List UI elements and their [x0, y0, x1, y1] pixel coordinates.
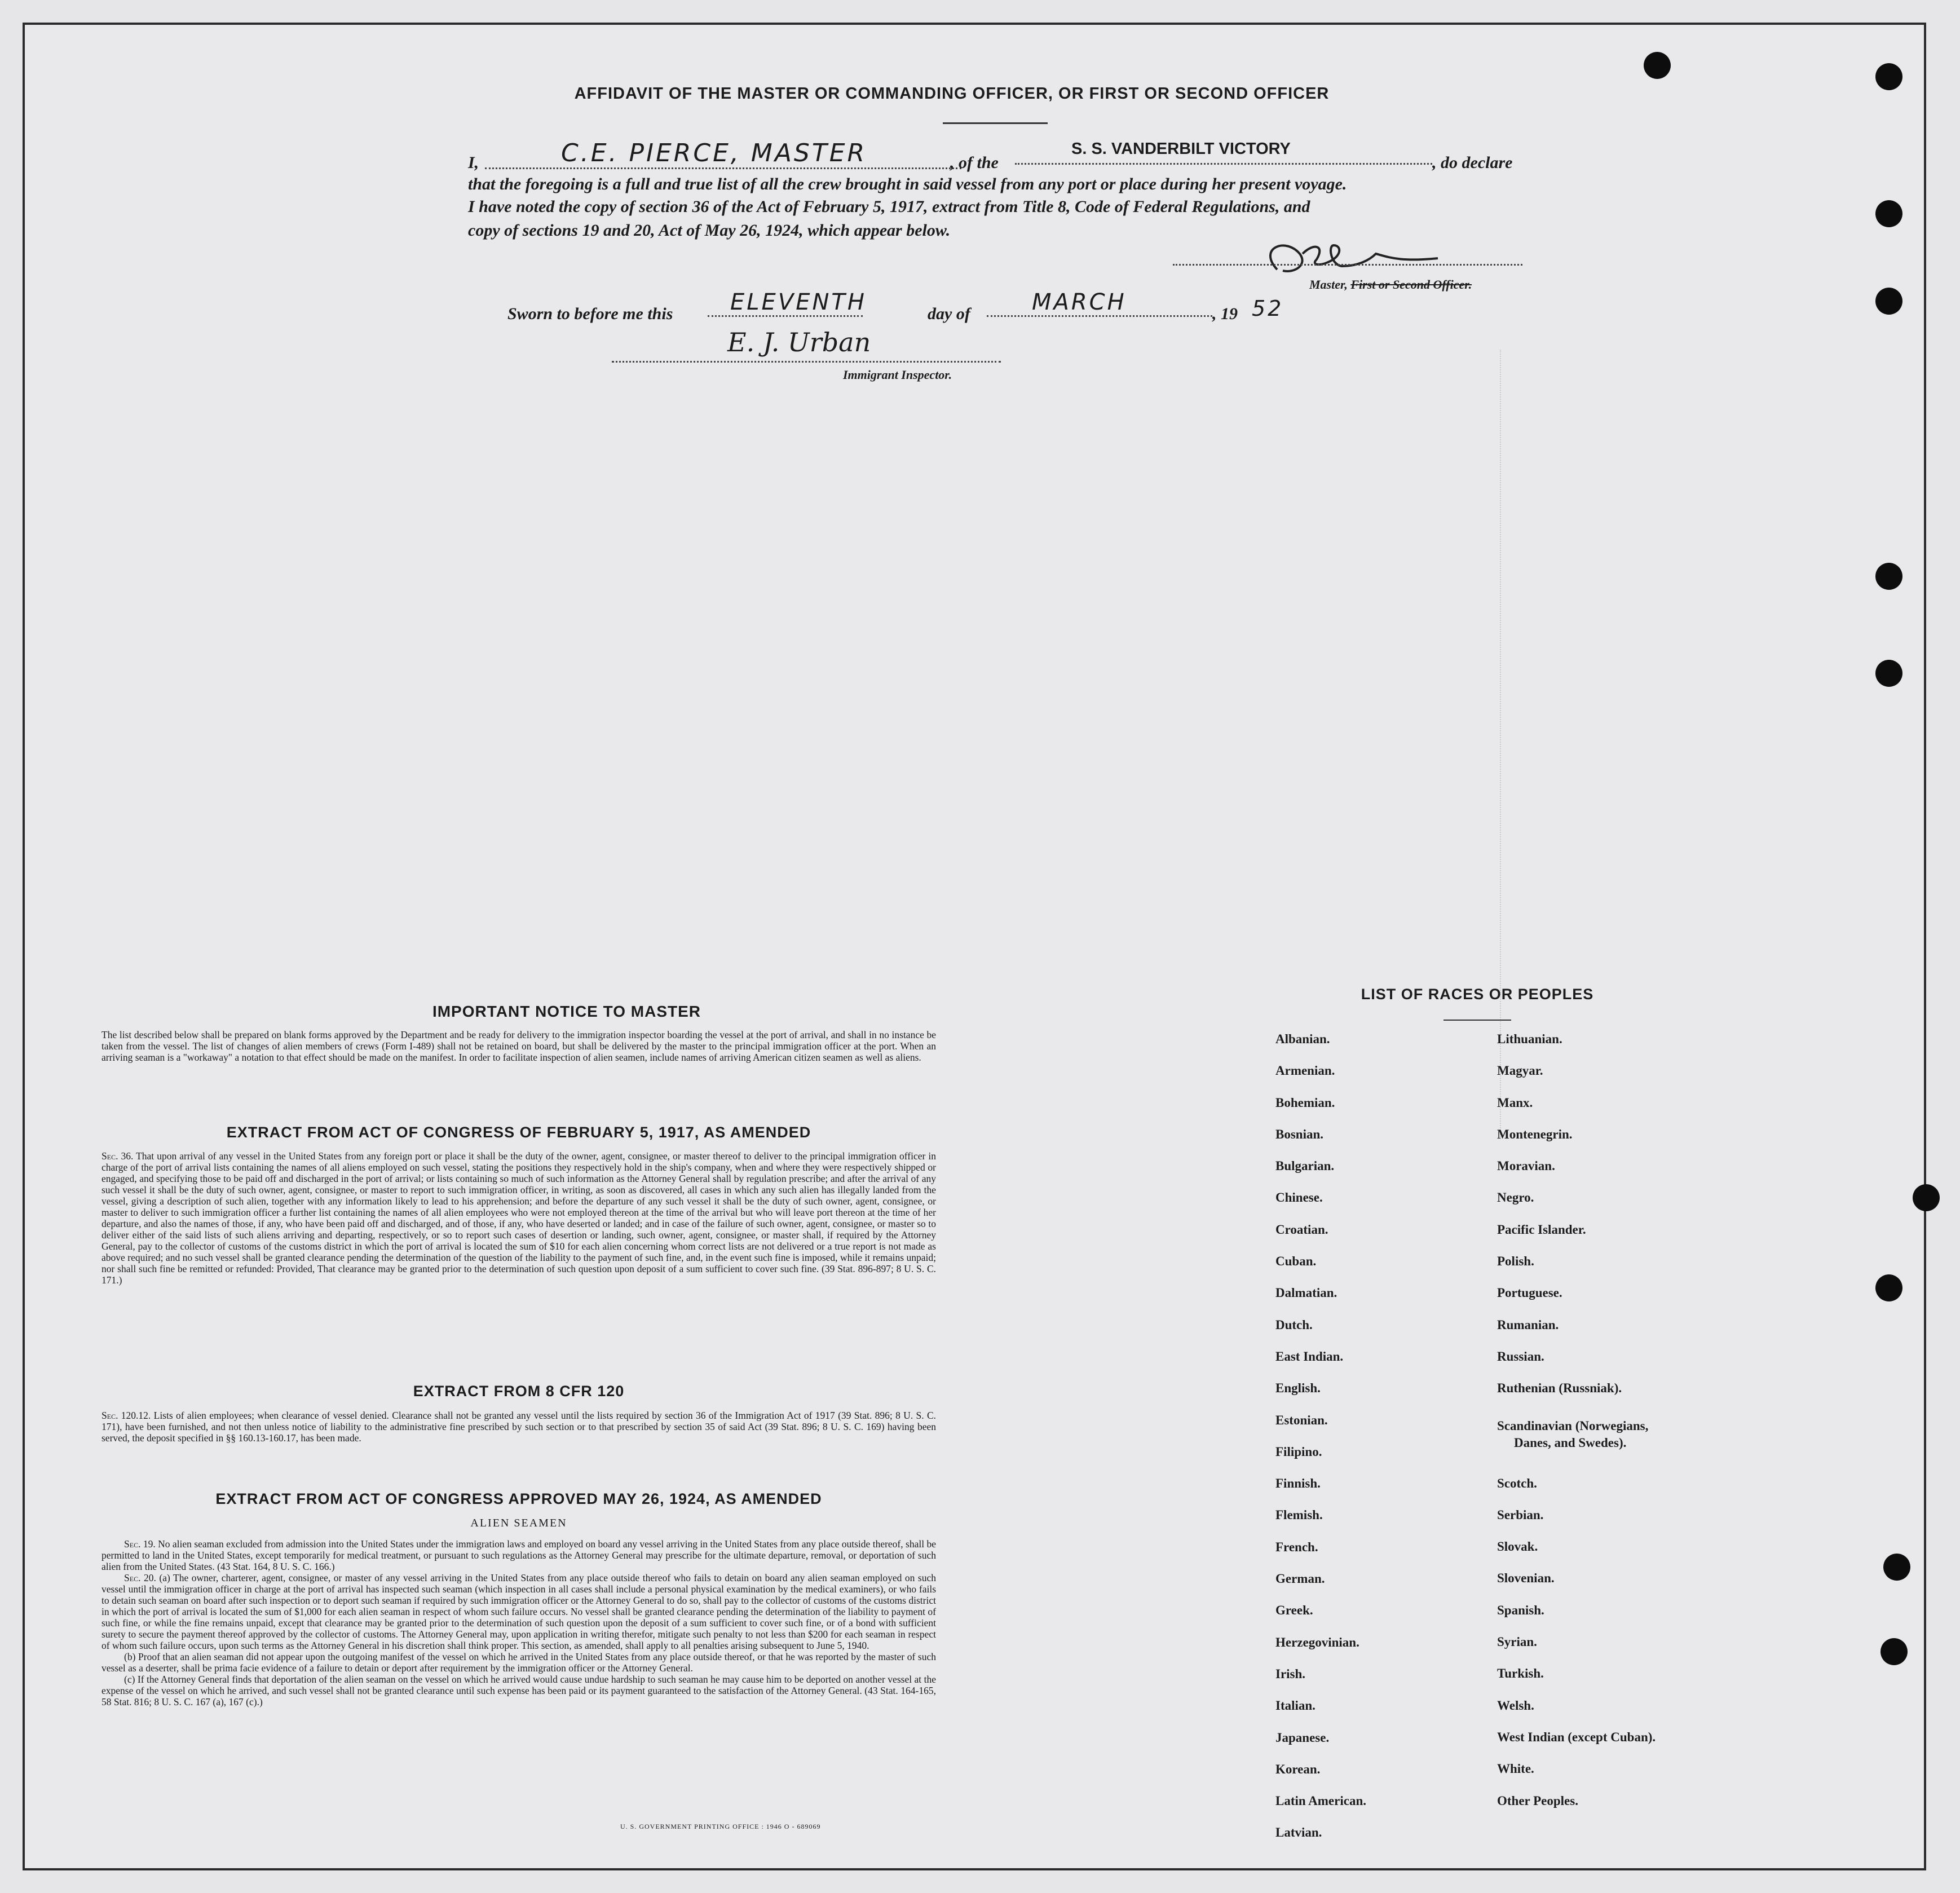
- gpo-footer: U. S. GOVERNMENT PRINTING OFFICE : 1946 O - 689069: [620, 1823, 821, 1830]
- race-item: Scotch.: [1497, 1476, 1537, 1490]
- races-column-1: [1275, 1032, 1366, 1857]
- extract-1917-body: [101, 1150, 936, 1286]
- race-item: Rumanian.: [1497, 1317, 1559, 1332]
- inspector-signature: E. J. Urban: [727, 327, 871, 358]
- sec-20c-paragraph: (c) If the Attorney General finds that deportation of the alien seaman on the vessel on which he arrived would cause undue hardship to such seaman he may cause him to be deported on another vessel at the expense of the vessel on which he arrived, and such vessel shall not be granted clearance until such expense has been paid or its payment guaranteed to the satisfaction of the Attorney General. (43 Stat. 164-165, 58 Stat. 816; 8 U. S. C. 167 (a), 167 (c).): [101, 1674, 936, 1707]
- master-name-field: C.E. PIERCE, MASTER: [485, 139, 961, 169]
- affidavit-line-3: I have noted the copy of section 36 of the Act of February 5, 1917, extract from Title 8, Code of Federal Regulations, and: [468, 197, 1310, 216]
- race-item: Bulgarian.: [1275, 1159, 1335, 1173]
- races-column-2: [1497, 1032, 1656, 1825]
- race-item: Irish.: [1275, 1666, 1306, 1681]
- race-item: Dutch.: [1275, 1317, 1313, 1332]
- sec-19-text: No alien seaman excluded from admission into the United States under the immigration laws and employed on board any vessel arriving in the United States from any place outside thereof, shall be permitted to land in the United States, except temporarily for medical treatment, or pursuant to such regulations as the Attorney General may prescribe for the ultimate departure, removal, or deportation of such alien from the United States. (43 Stat. 164, 8 U. S. C. 166.): [101, 1538, 936, 1572]
- affidavit-line-4: copy of sections 19 and 20, Act of May 26, 1924, which appear below.: [468, 221, 951, 240]
- extract-1924-body: [101, 1538, 936, 1707]
- race-item: Danes, and Swedes).: [1514, 1435, 1627, 1450]
- race-item: Chinese.: [1275, 1190, 1323, 1205]
- punch-hole-8: [1875, 1274, 1902, 1301]
- race-item: Estonian.: [1275, 1413, 1328, 1427]
- extract-1924-subtitle: ALIEN SEAMEN: [470, 1517, 567, 1529]
- race-item: Turkish.: [1497, 1666, 1544, 1681]
- inspector-signature-line: [612, 361, 1001, 363]
- struck-officer-label: First or Second Officer.: [1350, 277, 1472, 292]
- race-item: Serbian.: [1497, 1507, 1544, 1522]
- notice-title: IMPORTANT NOTICE TO MASTER: [432, 1003, 701, 1020]
- race-item: Slovak.: [1497, 1539, 1538, 1554]
- notice-body: The list described below shall be prepared on blank forms approved by the Department and be ready for delivery to the immigration inspector boarding the vessel at the port of arrival, and shall in no instance be taken from the vessel. The list of changes of alien members of crews (Form I-489) shall not be retained on board, but shall be delivered by the master to the principal immigration officer at the port. When an arriving seaman is a "workaway" a notation to that effect should be made on the manifest. In order to facilitate inspection of alien seamen, include names of arriving American citizen seamen as well as aliens.: [101, 1029, 936, 1063]
- race-item: Cuban.: [1275, 1254, 1317, 1269]
- sworn-line: [507, 289, 1297, 330]
- race-item: Croatian.: [1275, 1222, 1328, 1237]
- race-item: Scandinavian (Norwegians,: [1497, 1418, 1649, 1433]
- punch-hole-6: [1875, 660, 1902, 687]
- punch-hole-5: [1875, 563, 1902, 590]
- affidavit-title: AFFIDAVIT OF THE MASTER OR COMMANDING OFFICER, OR FIRST OR SECOND OFFICER: [574, 85, 1330, 103]
- extract-cfr-text: Lists of alien employees; when clearance of vessel denied. Clearance shall not be granted any vessel until the lists required by section 36 of the Immigration Act of 1917 (39 Stat. 896; 8 U. S. C. 171), have been furnished, and not then unless notice of liability to the administrative fine prescribed by such section or to that prescribed by section 35 of said Act (39 Stat. 896; 8 U. S. C. 169) having been served, the deposit specified in §§ 160.13-160.17, has been made.: [101, 1410, 937, 1444]
- sworn-label: Sworn to before me this: [507, 305, 673, 323]
- race-item: Manx.: [1497, 1095, 1533, 1110]
- extract-1924-title: EXTRACT FROM ACT OF CONGRESS APPROVED MAY 26, 1924, AS AMENDED: [215, 1490, 822, 1507]
- vessel-name-field: S. S. VANDERBILT VICTORY: [1015, 140, 1432, 165]
- sec-20a-paragraph: [101, 1572, 936, 1651]
- race-item: Armenian.: [1275, 1064, 1335, 1078]
- race-item: Greek.: [1275, 1603, 1313, 1618]
- affidavit-line-2: that the foregoing is a full and true list of all the crew brought in said vessel from any port or place during her present voyage.: [468, 175, 1347, 193]
- race-item: Negro.: [1497, 1190, 1534, 1205]
- punch-hole-3: [1875, 200, 1902, 227]
- race-item: Slovenian.: [1497, 1571, 1555, 1586]
- punch-hole-7: [1913, 1184, 1940, 1211]
- affidavit-line-1: [468, 139, 1528, 176]
- extract-1917-text: That upon arrival of any vessel in the United States from any foreign port or place it shall be the duty of the owner, agent, consignee, or master thereof to deliver to the principal immigration officer in charge of the port of arrival lists containing the names of all aliens employed on such vessel, stating the positions they respectively hold in the ship's company, when and where they were respectively shipped or engaged, and specifying those to be paid off and discharged in the port of arrival; or lists containing so much of such information as the Attorney General shall by regulation prescribe; and after the arrival of any such vessel it shall be the duty of such owner, agent, consignee, or master to report to such immigration officer, in writing, as soon as discovered, all cases in which any such alien has illegally landed from the vessel, giving a description of such alien, together with any information likely to lead to his apprehension; and before the departure of any such vessel it shall be the duty of such owner, agent, consignee, or master to deliver to such immigration officer a further list containing the names of all alien employees who were not employed thereon at the time of the arrival but who will leave port thereon at the time of her departure, and also the names of those, if any, who have been paid off and discharged, and of those, if any, who have deserted or landed; and in case of the failure of such owner, agent, consignee, or master so to deliver either of the said lists of such aliens arriving and departing, respectively, or so to report such cases of desertion or landing, such owner, agent, consignee, or master shall, if required by the Attorney General, pay to the collector of customs of the customs district in which the port of arrival is located the sum of $10 for each alien concerning whom correct lists are not delivered or a true report is not made as above required; and no such vessel shall be granted clearance pending the determination of the question of the liability to the payment of such fine, and, in the event such fine is imposed, while it remains unpaid; nor shall such fine be remitted or refunded: Provided, That clearance may be granted prior to the determination of such question upon deposit of a sum sufficient to cover such fine. (39 Stat. 896-897; 8 U. S. C. 171.): [101, 1150, 936, 1286]
- race-item: Filipino.: [1275, 1444, 1322, 1459]
- race-item: Italian.: [1275, 1698, 1316, 1713]
- master-signature-line: [1173, 264, 1522, 266]
- race-item: Ruthenian (Russniak).: [1497, 1381, 1622, 1396]
- race-item: Herzegovinian.: [1275, 1635, 1359, 1649]
- race-item: Albanian.: [1275, 1032, 1330, 1046]
- race-item: Spanish.: [1497, 1603, 1544, 1617]
- extract-cfr-title: EXTRACT FROM 8 CFR 120: [413, 1383, 625, 1400]
- extract-1917-sec-label: Sec. 36.: [101, 1150, 134, 1162]
- race-item: French.: [1275, 1539, 1318, 1554]
- sworn-month-field: MARCH: [987, 289, 1212, 317]
- race-item: Bosnian.: [1275, 1127, 1324, 1141]
- sworn-day-field: ELEVENTH: [708, 289, 863, 317]
- punch-hole-4: [1875, 288, 1902, 315]
- of-the-label: , of the: [950, 153, 999, 172]
- year-field: 52: [1252, 296, 1284, 321]
- race-item: Magyar.: [1497, 1064, 1543, 1078]
- sec-20b-paragraph: (b) Proof that an alien seaman did not appear upon the outgoing manifest of the vessel on which he arrived in the United States from any place outside thereof, or that he was reported by the master of such vessel as a deserter, shall be prima facie evidence of a failure to detain or deport after requirement by the immigration officer or the Attorney General.: [101, 1651, 936, 1674]
- race-item: East Indian.: [1275, 1349, 1344, 1364]
- master-signature: [1173, 231, 1528, 282]
- race-item: Pacific Islander.: [1497, 1222, 1586, 1237]
- punch-hole-9: [1883, 1554, 1910, 1581]
- extract-cfr-body: [101, 1410, 936, 1444]
- race-item: Moravian.: [1497, 1159, 1555, 1173]
- race-item: White.: [1497, 1762, 1534, 1776]
- race-item: Flemish.: [1275, 1508, 1323, 1523]
- race-item: Welsh.: [1497, 1698, 1534, 1713]
- race-item: Russian.: [1497, 1349, 1544, 1364]
- punch-hole-10: [1880, 1638, 1908, 1665]
- race-item: West Indian (except Cuban).: [1497, 1729, 1656, 1744]
- race-item: Dalmatian.: [1275, 1286, 1337, 1300]
- race-item: Latvian.: [1275, 1825, 1322, 1840]
- races-title: LIST OF RACES OR PEOPLES: [1361, 986, 1594, 1003]
- punch-hole-1: [1644, 52, 1671, 79]
- master-signature-label: [1309, 277, 1472, 292]
- race-item: Finnish.: [1275, 1476, 1321, 1491]
- master-label: Master,: [1309, 277, 1348, 292]
- race-item: German.: [1275, 1572, 1325, 1586]
- sec-20a-text: (a) The owner, charterer, agent, consignee, or master of any vessel arriving in the United States from any place outside thereof who fails to detain on board any alien seaman employed on such vessel until the immigration officer in charge at the port of arrival has inspected such seaman (which inspection in all cases shall include a personal physical examination by the medical examiners), or who fails to detain such seaman on board after such inspection or to deport such seaman if required by such immigration officer or the Attorney General to do so, shall pay to the collector of customs of the customs district in which the port of arrival is located the sum of $1,000 for each alien seaman in respect of whom such failure occurs. No vessel shall be granted clearance pending the determination of the liability to payment of such fine, or while the fine remains unpaid, except that clearance may be granted prior to the determination of such question upon the deposit of a sum sufficient to cover such fine, or of a bond with sufficient surety to secure the payment thereof approved by the collector of customs. The Attorney General may, upon application in writing therefor, mitigate such penalty to not less than $200 for each seaman in respect of whom such failure occurs, upon such terms as the Attorney General in his discretion shall think proper. This section, as amended, shall apply to all penalties arising subsequent to June 5, 1940.: [101, 1572, 936, 1651]
- year-label: , 19: [1212, 305, 1238, 323]
- race-item: Korean.: [1275, 1762, 1321, 1776]
- bleed-through: [1500, 350, 1839, 1139]
- do-declare-label: , do declare: [1432, 153, 1513, 172]
- sec-19-label: Sec. 19.: [124, 1538, 156, 1550]
- affidavit-i-label: I,: [468, 153, 479, 172]
- inspector-label: Immigrant Inspector.: [843, 368, 952, 382]
- race-item: Lithuanian.: [1497, 1032, 1562, 1046]
- race-item: Polish.: [1497, 1254, 1534, 1269]
- extract-1917-title: EXTRACT FROM ACT OF CONGRESS OF FEBRUARY 5, 1917, AS AMENDED: [226, 1124, 811, 1141]
- sec-19-paragraph: [101, 1538, 936, 1572]
- race-item: Latin American.: [1275, 1794, 1366, 1808]
- race-item: Other Peoples.: [1497, 1793, 1578, 1808]
- race-item: Syrian.: [1497, 1635, 1537, 1649]
- day-of-label: day of: [928, 305, 970, 323]
- race-item: Montenegrin.: [1497, 1127, 1573, 1141]
- sec-20-label: Sec. 20.: [124, 1572, 156, 1583]
- affidavit-title-rule: [943, 122, 1048, 124]
- race-item: Japanese.: [1275, 1730, 1330, 1745]
- race-item: English.: [1275, 1381, 1321, 1396]
- races-title-rule: [1443, 1020, 1511, 1021]
- race-item: Portuguese.: [1497, 1286, 1562, 1300]
- extract-cfr-sec-label: Sec. 120.12.: [101, 1410, 151, 1421]
- race-item: Bohemian.: [1275, 1095, 1335, 1110]
